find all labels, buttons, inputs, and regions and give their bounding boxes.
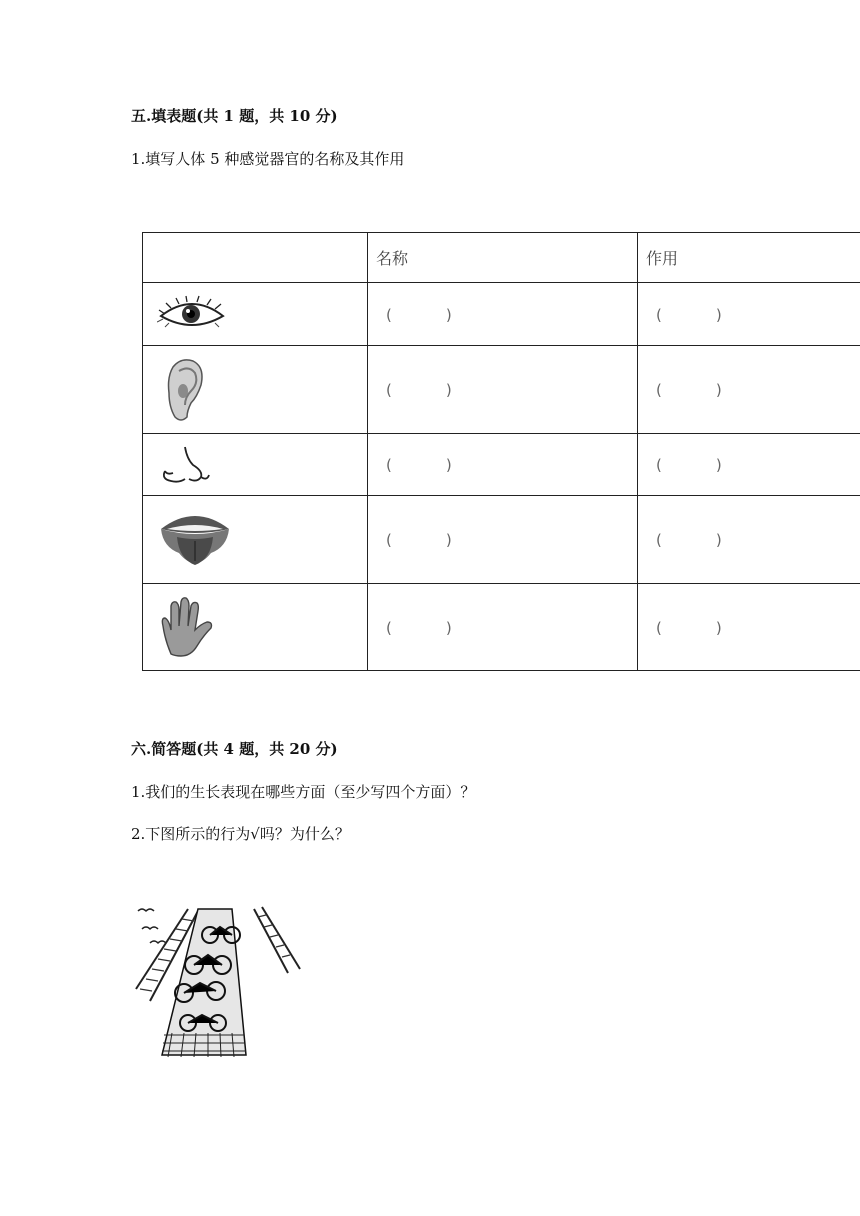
table-row (143, 346, 860, 434)
function-answer-cell[interactable]: ( ) (638, 283, 860, 346)
question-6-2: 2.下图所示的行为√吗？为什么？ (131, 825, 350, 843)
function-answer-cell[interactable]: ( ) (638, 584, 860, 671)
nose-icon (157, 445, 217, 485)
function-answer-cell[interactable]: ( ) (638, 496, 860, 584)
question-5-1: 1.填写人体 5 种感觉器官的名称及其作用 (131, 150, 405, 168)
name-answer-cell[interactable]: ( ) (368, 584, 638, 671)
header-name: 名称 (368, 233, 638, 283)
tongue-icon (157, 507, 233, 573)
table-row (143, 584, 860, 671)
function-answer-cell[interactable]: ( ) (638, 434, 860, 496)
name-answer-cell[interactable]: ( ) (368, 496, 638, 584)
hand-icon (157, 596, 217, 658)
bicycles-on-railway-illustration (128, 905, 303, 1069)
organ-cell (143, 584, 368, 671)
table-row (143, 434, 860, 496)
header-blank (143, 233, 368, 283)
name-answer-cell[interactable]: ( ) (368, 283, 638, 346)
sense-organs-table (142, 232, 860, 671)
name-answer-cell[interactable]: ( ) (368, 434, 638, 496)
table-row (143, 283, 860, 346)
header-function: 作用 (638, 233, 860, 283)
ear-icon (161, 357, 211, 423)
organ-cell (143, 283, 368, 346)
section-5-title: 五.填表题(共 1 题，共 10 分) (131, 107, 338, 125)
table-header-row (143, 233, 860, 283)
organ-cell (143, 496, 368, 584)
question-6-1: 1.我们的生长表现在哪些方面（至少写四个方面）？ (131, 783, 476, 801)
table-row (143, 496, 860, 584)
section-6-title: 六.简答题(共 4 题，共 20 分) (131, 740, 338, 758)
function-answer-cell[interactable]: ( ) (638, 346, 860, 434)
eye-icon (157, 294, 227, 334)
organ-cell (143, 434, 368, 496)
organ-cell (143, 346, 368, 434)
name-answer-cell[interactable]: ( ) (368, 346, 638, 434)
